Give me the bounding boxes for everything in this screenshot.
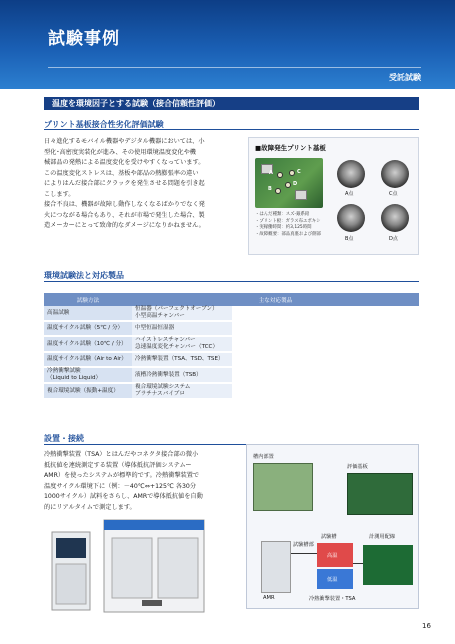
- page-number: 16: [422, 622, 431, 630]
- text-line: 火につながる場合もあり、それが市場で発生した場合、製: [44, 211, 205, 219]
- text-line: 1000サイクル）試料をさらし、AMRで導体抵抗値を自動: [44, 493, 203, 500]
- connection-diagram: [246, 444, 419, 609]
- test-method-cell: 複合環境試験（振動+温度）: [44, 383, 132, 399]
- text-line: 械部品の発熱による温度変化を受けやすくなっています。: [44, 159, 205, 166]
- text-line: 冷熱衝撃装置（TSA）とはんだやコネクタ接合部の微小: [44, 451, 199, 458]
- tsa-door: [112, 538, 152, 598]
- table-row: [44, 383, 419, 399]
- diagram-label: 試験槽部: [293, 542, 314, 548]
- page-header: [0, 0, 455, 89]
- text-line: 温度サイクル環境下に（例：－40℃⇔+125℃ 各30分: [44, 482, 197, 490]
- test-method-cell: 温度サイクル試験（10℃ / 分）: [44, 336, 132, 352]
- micrograph-caption: C点: [389, 191, 398, 197]
- table-row: [44, 306, 419, 321]
- solder-point-marker: [289, 170, 295, 176]
- header-rule: [48, 67, 421, 68]
- chamber-interior-photo: [253, 463, 313, 511]
- micrograph-c: [381, 160, 409, 188]
- micrograph-caption: B点: [345, 236, 354, 242]
- solder-point-marker: [285, 182, 291, 188]
- solder-point-marker: [277, 172, 283, 178]
- section-subheading: プリント基板接合性劣化評価試験: [44, 120, 164, 129]
- text-line: 日々進化するモバイル機器やデジタル機器においては、小: [44, 138, 205, 145]
- test-method-cell: 高温試験: [44, 306, 132, 321]
- evaluation-board-photo: [347, 473, 413, 515]
- product-cell: 液槽冷熱衝撃装置（TSB）: [132, 367, 232, 383]
- text-line: AMR）を使ったシステムが標準的です。冷熱衝撃装置で: [44, 472, 200, 479]
- micrograph-b: [337, 204, 365, 232]
- micrograph-caption: D点: [389, 236, 398, 242]
- micrograph-d: [381, 204, 409, 232]
- pcb-label: C: [297, 169, 301, 175]
- product-cell: 冷熱衝撃装置（TSA、TSD、TSE）: [132, 352, 232, 367]
- amr-unit: [261, 541, 291, 593]
- note-line: ・はんだ種類：スズ-銀系鉛: [255, 212, 310, 217]
- product-cell: 複合環境試験システム ブラチナスバイブロ: [132, 383, 232, 399]
- pcb-label: D: [293, 181, 298, 187]
- text-line: 抵抗値を連続測定する装置（導体抵抗評価システムー: [44, 461, 192, 469]
- setup-paragraph: [44, 450, 242, 513]
- text-line: 造メーカーにとって致命的なダメージになりかねません。: [44, 222, 205, 229]
- note-line: ・故障概要：部品真裏および側部: [255, 231, 321, 237]
- product-cell: 恒温器（パーフェクトオーブン） 小型高温チャンバー: [132, 306, 232, 321]
- table-row: [44, 321, 419, 336]
- test-method-cell: 温度サイクル試験（5℃ / 分）: [44, 321, 132, 336]
- amr-panel: [56, 564, 86, 604]
- subheading-rule: [44, 129, 419, 130]
- text-line: によりはんだ接合部にクラックを発生させる問題を引き起: [44, 180, 205, 187]
- note-line: ・プリント板：ガラス布エポキシ: [255, 218, 321, 224]
- tsa-door: [158, 538, 198, 598]
- section-subheading: 設置・接続: [44, 434, 84, 443]
- diagram-label: 高温: [327, 553, 338, 559]
- test-method-cell: 冷熱衝撃試験 （Liquid to Liquid）: [44, 367, 132, 383]
- micrograph-caption: A点: [345, 191, 354, 197]
- photo-panel-title: ■故障発生プリント基板: [255, 144, 326, 152]
- pcb-photo: [255, 158, 323, 208]
- pcb-notes: [255, 212, 321, 238]
- text-line: 型化･高密度実装化が進み、その使用環境温度変化や機: [44, 148, 196, 156]
- connection-line: [291, 553, 317, 554]
- product-cell: 中型恒温恒湿器: [132, 321, 232, 336]
- text-line: この温度変化ストレスは、基板や部品の熱膨張率の違い: [44, 169, 199, 177]
- text-line: こします。: [44, 190, 75, 198]
- test-method-table: [44, 293, 419, 400]
- section-bar: 温度を環境因子とする試験（接合信頼性評価）: [44, 97, 419, 110]
- pcb-label: B: [268, 186, 272, 192]
- section-subheading: 環境試験法と対応製品: [44, 271, 124, 280]
- table-row: [44, 336, 419, 352]
- chip-image: [295, 190, 307, 200]
- diagram-label: 冷熱衝撃装置・TSA: [309, 596, 356, 602]
- diagram-label: 計測用配線: [369, 534, 395, 540]
- table-row: [44, 352, 419, 367]
- text-line: 的にリアルタイムで測定します。: [44, 503, 136, 511]
- column-header: 試験方法: [44, 293, 132, 306]
- diagram-label: AMR: [263, 595, 275, 601]
- tsa-top-band: [104, 520, 204, 530]
- diagram-label: 評価基板: [347, 464, 368, 470]
- amr-screen: [56, 538, 86, 558]
- diagram-label: 槽内部置: [253, 454, 274, 460]
- text-line: 接合不良は、機器が故障し動作しなくなるばかりでなく発: [44, 201, 205, 208]
- intro-paragraph: [44, 137, 244, 232]
- product-cell: ハイストレスチャンバー 急速温度変化チャンバー（TCC）: [132, 336, 232, 352]
- connection-line: [353, 563, 363, 564]
- pcb-label: A: [269, 170, 273, 176]
- tsa-base: [142, 600, 162, 606]
- wiring-board: [363, 545, 413, 585]
- test-method-cell: 温度サイクル試験（Air to Air）: [44, 352, 132, 367]
- note-line: ・実稼働時間：約3,125時間: [255, 225, 312, 230]
- section-tag: 受託試験: [389, 73, 421, 82]
- subheading-rule: [44, 281, 419, 282]
- diagram-label: 試験槽: [321, 534, 337, 540]
- diagram-label: 低温: [327, 577, 338, 583]
- table-row: [44, 367, 419, 383]
- page-title: 試験事例: [48, 29, 120, 49]
- table-header-row: [44, 293, 419, 306]
- equipment-photo: [44, 514, 214, 614]
- column-header: 主な対応製品: [132, 293, 419, 306]
- failure-photo-panel: [248, 137, 419, 255]
- solder-point-marker: [275, 188, 281, 194]
- micrograph-a: [337, 160, 365, 188]
